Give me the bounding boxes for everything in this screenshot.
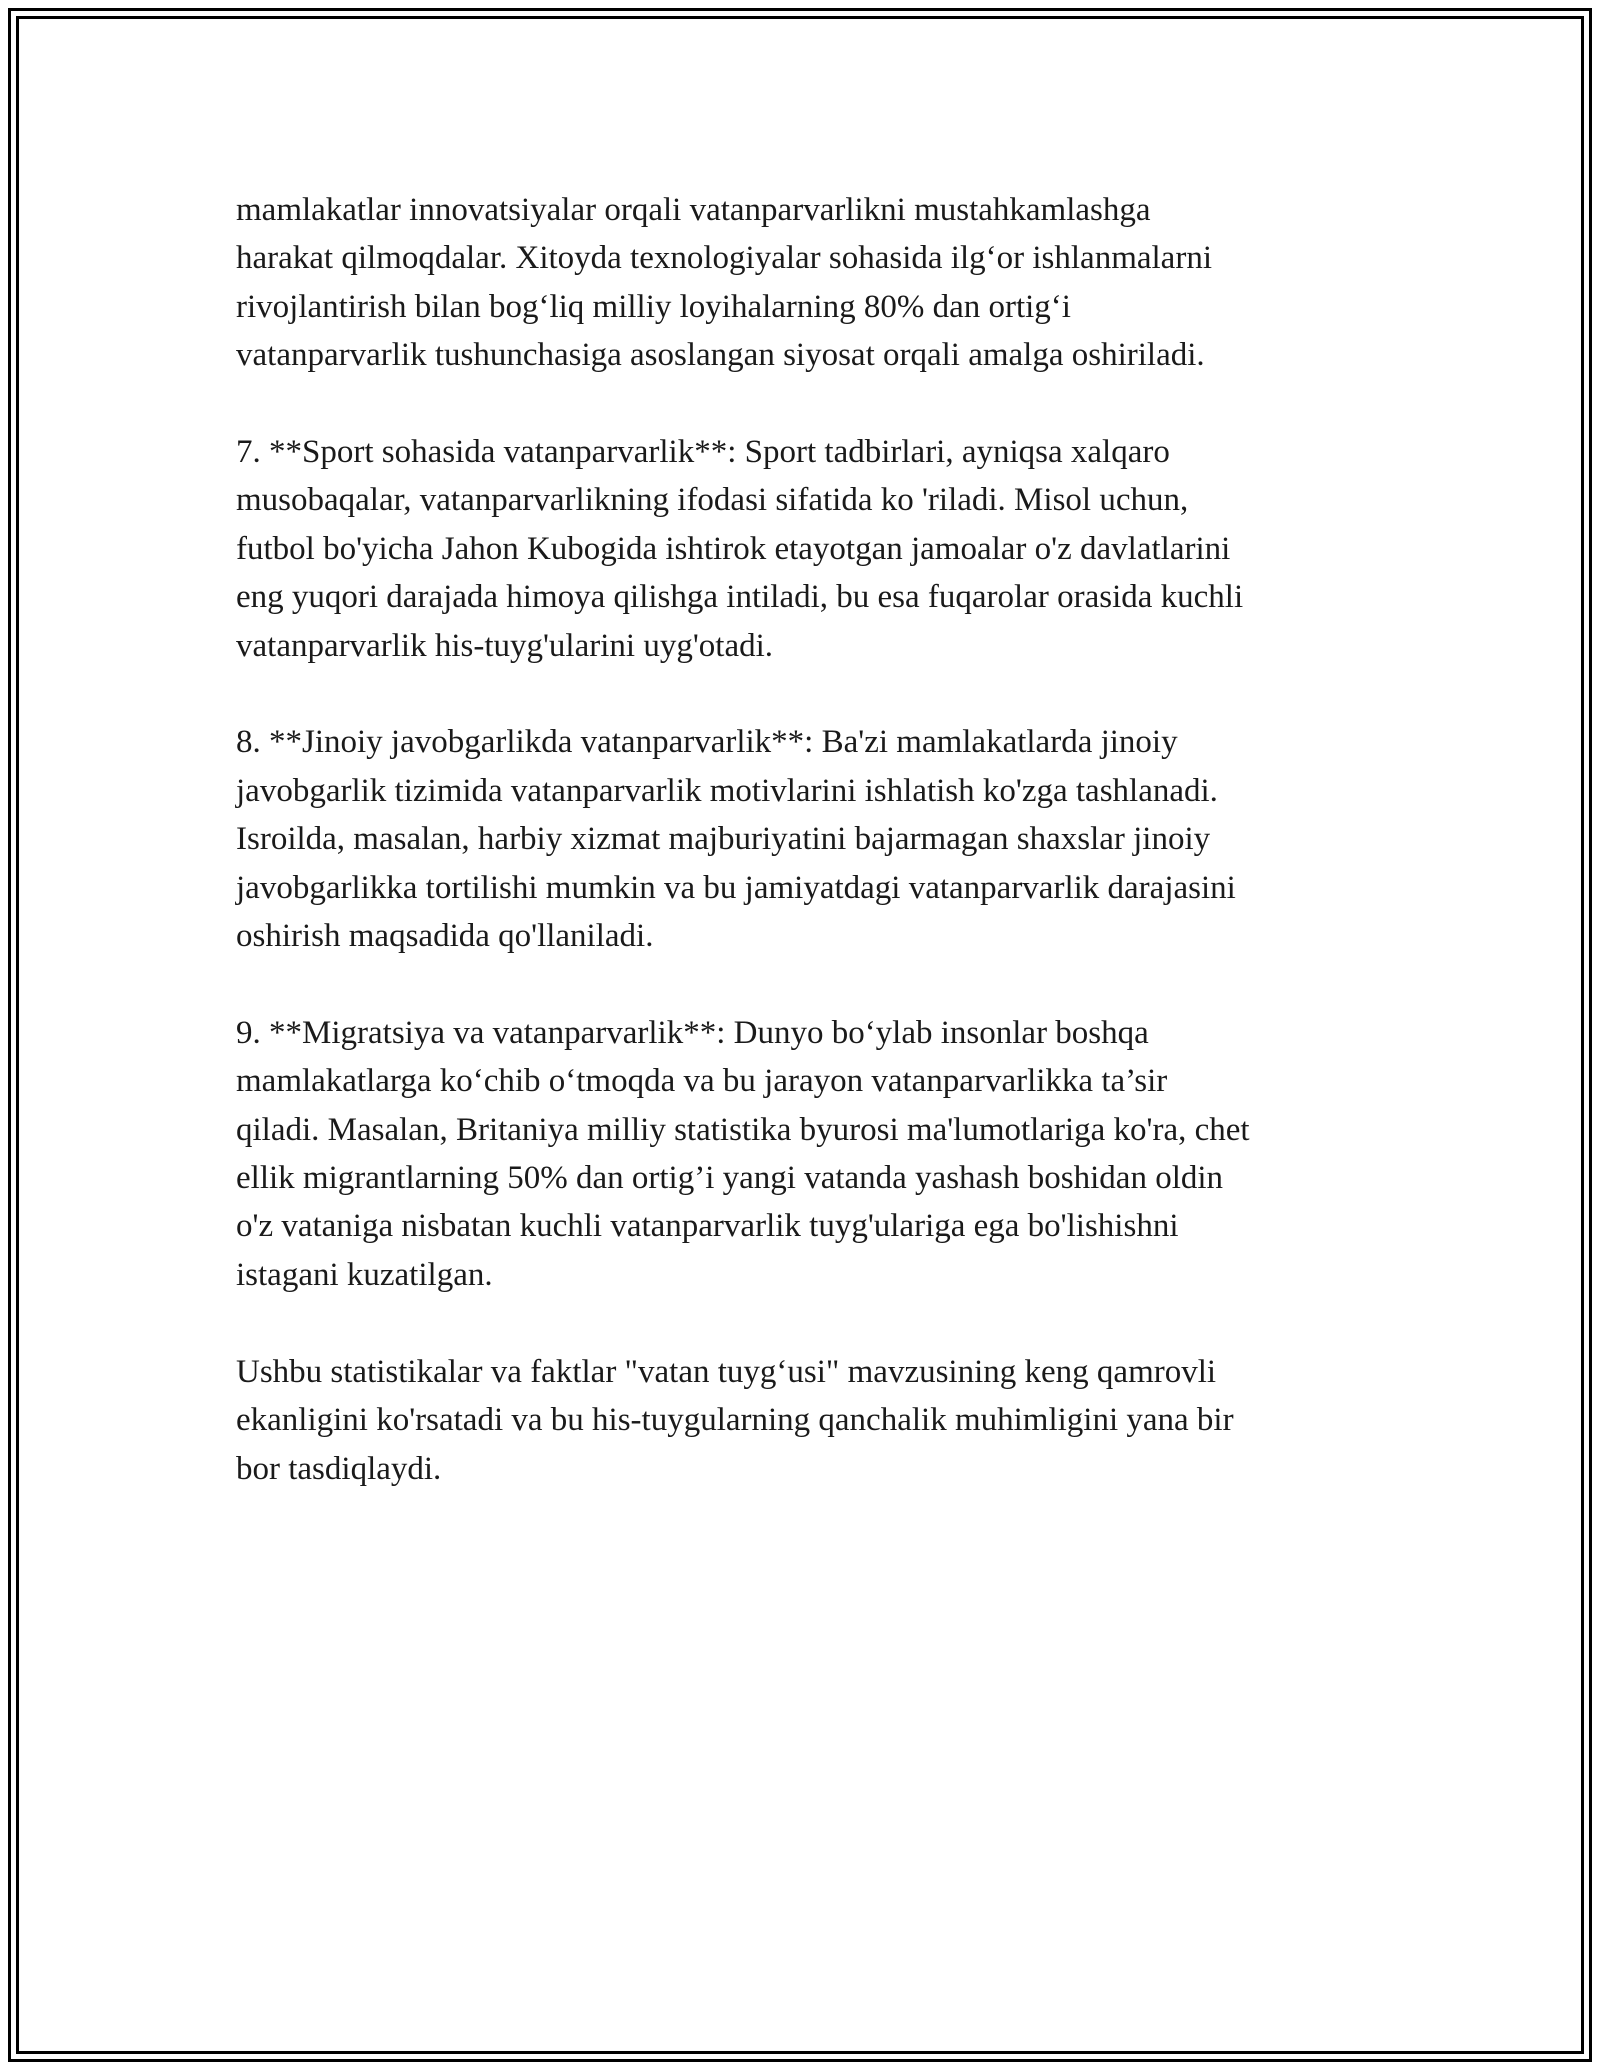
paragraph-intro-continuation: mamlakatlar innovatsiyalar orqali vatanparvarlikni mustahkamlashga harakat qilmoqdalar. Xitoyda texnologiyalar sohasida ilg‘or ishlanmalarni rivojlantirish bilan bog‘liq milliy loyihalarning 80% dan ortig‘i vatanparvarlik tushunchasiga asoslangan siyosat orqali amalga oshiriladi.	[236, 192, 1212, 374]
paragraph-criminal-liability: 8. **Jinoiy javobgarlikda vatanparvarlik**: Ba'zi mamlakatlarda jinoiy javobgarlik tizimida vatanparvarlik motivlarini ishlatish ko'zga tashlanadi. Isroilda, masalan, harbiy xizmat majburiyatini bajarmagan shaxslar jinoiy javobgarlikka tortilishi mumkin va bu jamiyatdagi vatanparvarlik darajasini oshirish maqsadida qo'llaniladi.	[236, 724, 1236, 955]
paragraph-sport: 7. **Sport sohasida vatanparvarlik**: Sport tadbirlari, ayniqsa xalqaro musobaqalar, vatanparvarlikning ifodasi sifatida ko 'riladi. Misol uchun, futbol bo'yicha Jahon Kubogida ishtirok etayotgan jamoalar o'z davlatlarini eng yuqori darajada himoya qilishga intiladi, bu esa fuqarolar orasida kuchli vatanparvarlik his-tuyg'ularini uyg'otadi.	[236, 434, 1244, 664]
paragraph-migration: 9. **Migratsiya va vatanparvarlik**: Dunyo bo‘ylab insonlar boshqa mamlakatlarga ko‘chib o‘tmoqda va bu jarayon vatanparvarlikka ta’sir qiladi. Masalan, Britaniya milliy statistika byurosi ma'lumotlariga ko'ra, chet ellik migrantlarning 50% dan ortig’i yangi vatanda yashash boshidan oldin o'z vataniga nisbatan kuchli vatanparvarlik tuyg'ulariga ega bo'lishishni istagani kuzatilgan.	[236, 1014, 1250, 1293]
document-body	[236, 186, 1396, 1541]
paragraph-conclusion: Ushbu statistikalar va faktlar "vatan tuyg‘usi" mavzusining keng qamrovli ekanligini ko'rsatadi va bu his-tuygularning qanchalik muhimligini yana bir bor tasdiqlaydi.	[236, 1353, 1234, 1487]
